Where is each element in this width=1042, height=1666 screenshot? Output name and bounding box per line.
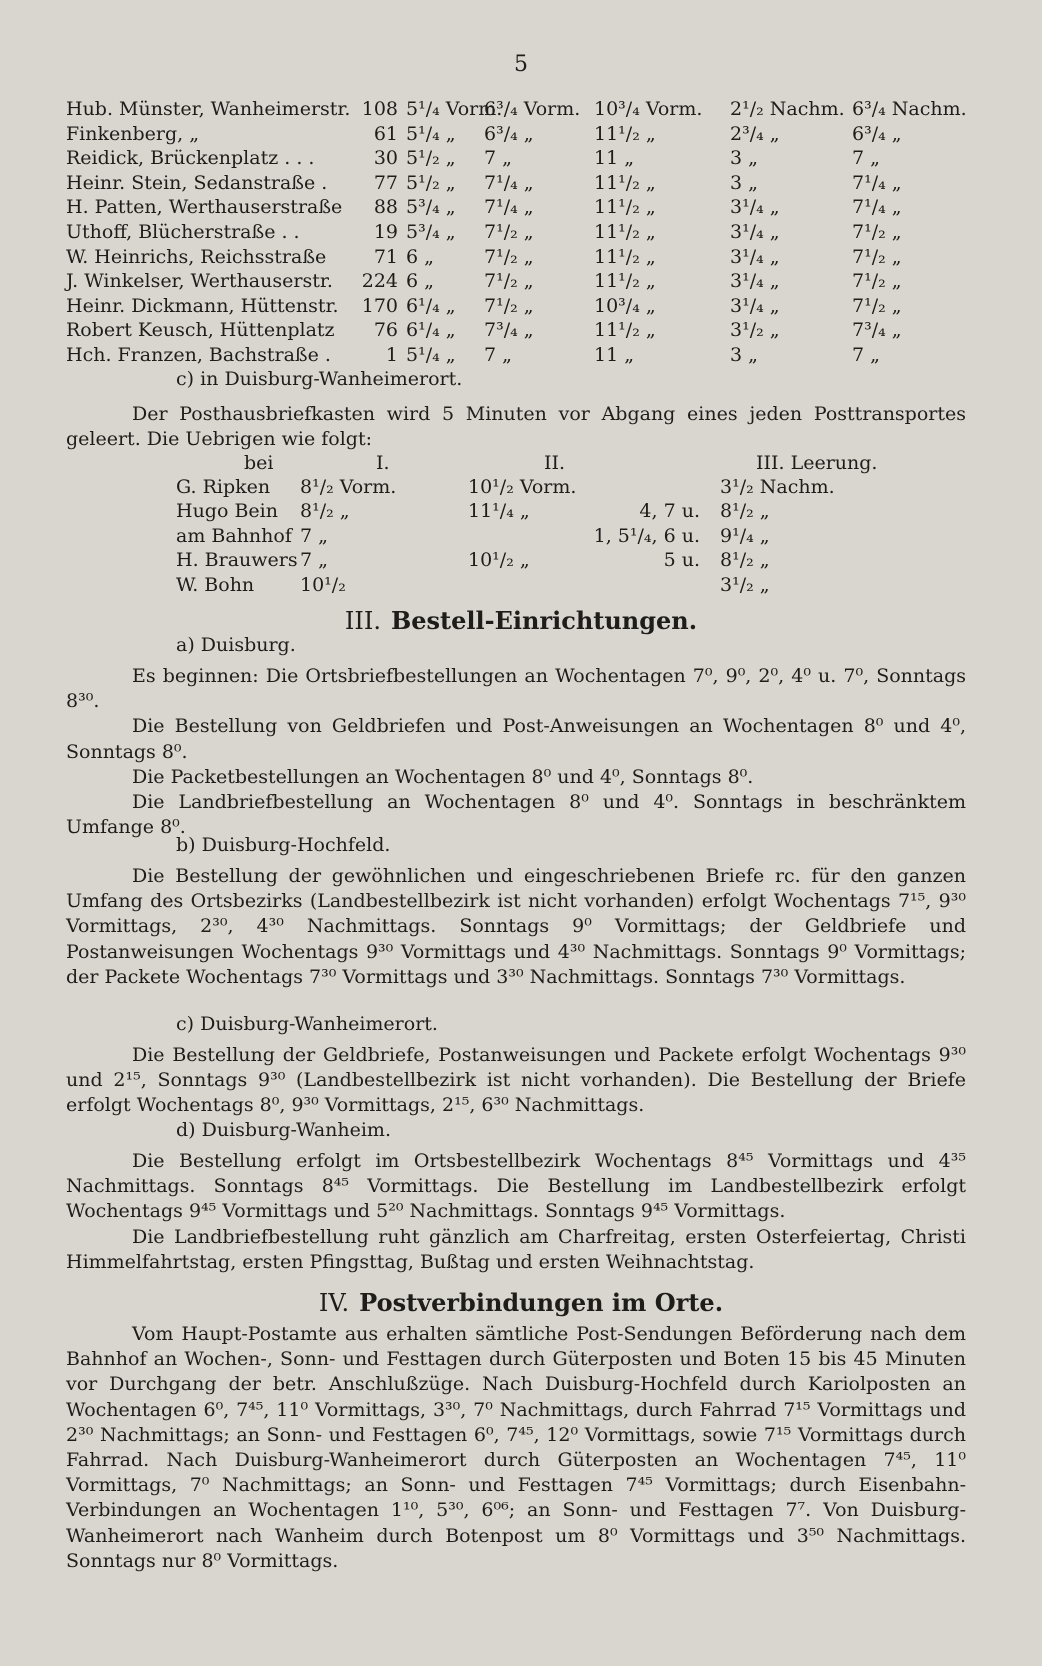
leerung-cell-iii: 8¹/₂ „ xyxy=(720,549,770,572)
leerung-cell-name: am Bahnhof xyxy=(176,524,292,547)
table-cell-name: Reidick, Brückenplatz . . . xyxy=(66,147,315,170)
leerung-cell-iii: 9¹/₄ „ xyxy=(720,524,770,547)
table-cell-t5: 7¹/₄ „ xyxy=(852,171,902,194)
section-4-heading xyxy=(0,1288,1042,1317)
leerung-cell-mid: 5 u. xyxy=(663,549,700,572)
table-cell-t1: 5³/₄ „ xyxy=(406,196,456,219)
table-cell-no: 76 xyxy=(373,319,398,342)
table-cell-no: 61 xyxy=(373,122,398,145)
table-row xyxy=(66,196,966,222)
page-number: 5 xyxy=(514,52,528,77)
table-row xyxy=(66,221,966,247)
leerung-header-bei: bei xyxy=(244,452,274,474)
table-cell-t3: 11¹/₂ „ xyxy=(594,270,656,293)
table-cell-t5: 7¹/₂ „ xyxy=(852,294,902,317)
table-cell-t1: 5¹/₂ „ xyxy=(406,171,456,194)
leerung-cell-iii: 3¹/₂ Nachm. xyxy=(720,476,835,498)
table-cell-t3: 11¹/₂ „ xyxy=(594,171,656,194)
table-cell-t4: 3¹/₄ „ xyxy=(730,294,780,317)
table-cell-t1: 5³/₄ „ xyxy=(406,221,456,243)
table-cell-t3: 11¹/₂ „ xyxy=(594,196,656,219)
leerung-cell-ii: 10¹/₂ „ xyxy=(468,549,530,572)
paragraph: Die Bestellung von Geldbriefen und Post-Anweisungen an Wochentagen 8⁰ und 4⁰, Sonntags 8⁰. xyxy=(66,715,966,763)
table-cell-no: 1 xyxy=(385,344,398,366)
leerung-cell-mid: 4, 7 u. xyxy=(639,500,700,523)
section-3d-paragraphs xyxy=(66,1149,966,1275)
section-c-label: c) in Duisburg-Wanheimerort. xyxy=(176,368,463,390)
leerung-cell-i: 7 „ xyxy=(300,549,328,572)
table-cell-t3: 11 „ xyxy=(594,147,635,170)
leerung-cell-name: W. Bohn xyxy=(176,573,255,596)
table-cell-t1: 6 „ xyxy=(406,270,434,293)
table-cell-t2: 7¹/₂ „ xyxy=(484,245,534,268)
table-cell-t2: 7¹/₂ „ xyxy=(484,294,534,317)
table-cell-t4: 3¹/₂ „ xyxy=(730,319,780,342)
section-3-number: III. xyxy=(344,607,381,635)
table-cell-t5: 6³/₄ „ xyxy=(852,122,902,145)
table-cell-t1: 6 „ xyxy=(406,245,434,268)
table-cell-t3: 11¹/₂ „ xyxy=(594,245,656,268)
table-cell-t4: 3¹/₄ „ xyxy=(730,245,780,268)
table-cell-t5: 7 „ xyxy=(852,147,880,170)
table-cell-no: 108 xyxy=(361,98,398,120)
leerung-cell-ii: 11¹/₄ „ xyxy=(468,500,530,523)
table-cell-t1: 6¹/₄ „ xyxy=(406,319,456,342)
table-row xyxy=(66,172,966,198)
table-cell-t2: 7 „ xyxy=(484,147,512,170)
table-cell-t1: 5¹/₄ „ xyxy=(406,122,456,145)
table-cell-name: W. Heinrichs, Reichsstraße xyxy=(66,245,327,268)
table-cell-t1: 6¹/₄ „ xyxy=(406,294,456,317)
table-cell-t1: 5¹/₂ „ xyxy=(406,147,456,170)
table-cell-t3: 10³/₄ „ xyxy=(594,294,656,317)
table-row xyxy=(66,270,966,296)
table-cell-no: 88 xyxy=(373,196,398,219)
leerung-row xyxy=(0,476,1000,502)
section-3-heading xyxy=(0,606,1042,635)
leerung-cell-ii: 10¹/₂ Vorm. xyxy=(468,476,577,498)
table-cell-name: Robert Keusch, Hüttenplatz xyxy=(66,319,335,342)
paragraph: Die Bestellung der gewöhnlichen und eingeschriebenen Briefe rc. für den ganzen Umfang des Ortsbezirks (Landbestellbezirk ist nicht vorhanden) erfolgt Wochentags 7¹⁵, 9³⁰ Vormittags, 2³⁰, 4³⁰ Nachmittags. Sonntags 9⁰ Vormittags; der Geldbriefe und Postanweisungen Wochentags 9³⁰ Vormittags und 4³⁰ Nachmittags. Sonntags 9⁰ Vormittags; der Packete Wochentags 7³⁰ Vormittags und 3³⁰ Nachmittags. Sonntags 7³⁰ Vormittags. xyxy=(66,865,966,988)
leerung-cell-iii: 3¹/₂ „ xyxy=(720,573,770,596)
table-cell-no: 77 xyxy=(373,171,398,194)
table-cell-t4: 3¹/₄ „ xyxy=(730,196,780,219)
table-cell-t4: 2¹/₂ Nachm. xyxy=(730,98,845,120)
table-cell-name: Finkenberg, „ xyxy=(66,122,200,145)
table-cell-t4: 3¹/₄ „ xyxy=(730,270,780,293)
table-row xyxy=(66,295,966,321)
leerung-cell-i: 7 „ xyxy=(300,524,328,547)
table-cell-t3: 11¹/₂ „ xyxy=(594,122,656,145)
table-cell-t4: 3 „ xyxy=(730,171,758,194)
paragraph: Die Landbriefbestellung ruht gänzlich am Charfreitag, ersten Osterfeiertag, Christi Himmelfahrtstag, ersten Pfingsttag, Bußtag und ersten Weihnachtstag. xyxy=(66,1225,966,1273)
table-cell-t1: 5¹/₄ „ xyxy=(406,344,456,366)
table-cell-t5: 7¹/₄ „ xyxy=(852,196,902,219)
table-row xyxy=(66,98,966,124)
section-3c-paragraphs xyxy=(66,1043,966,1119)
section-4-text: Vom Haupt-Postamte aus erhalten sämtliche Post-Sendungen Beförderung nach dem Bahnhof an Wochen-, Sonn- und Festtagen durch Güterposten und Boten 15 bis 45 Minuten vor Durchgang der betr. Anschlußzüge. Nach Duisburg-Hochfeld durch Kariolposten an Wochentagen 6⁰, 7⁴⁵, 11⁰ Vormittags, 3³⁰, 7⁰ Nachmittags, durch Fahrrad 7¹⁵ Vormittags und 2³⁰ Nachmittags; an Sonn- und Festtagen 6⁰, 7⁴⁵, 12⁰ Vormittags, sowie 7¹⁵ Vormittags durch Fahrrad. Nach Duisburg-Wanheimerort durch Güterposten an Wochentagen 7⁴⁵, 11⁰ Vormittags, 7⁰ Nachmittags; an Sonn- und Festtagen 7⁴⁵ Vormittags; durch Eisenbahn-Verbindungen an Wochentagen 1¹⁰, 5³⁰, 6⁰⁶; an Sonn- und Festtagen 7⁷. Von Duisburg-Wanheimerort nach Wanheim durch Botenpost um 8⁰ Vormittags und 3⁵⁰ Nachmittags. Sonntags nur 8⁰ Vormittags. xyxy=(66,1323,966,1572)
paragraph: Die Landbriefbestellung an Wochentagen 8⁰ und 4⁰. Sonntags in beschränktem Umfange 8⁰. xyxy=(66,791,966,839)
leerung-cell-mid: 1, 5¹/₄, 6 u. xyxy=(593,524,700,547)
section-3a-label: a) Duisburg. xyxy=(176,634,296,656)
leerung-cell-i: 8¹/₂ „ xyxy=(300,500,350,523)
leerung-cell-name: G. Ripken xyxy=(176,476,271,498)
leerung-cell-iii: 8¹/₂ „ xyxy=(720,500,770,523)
leerung-header-i: I. xyxy=(376,452,390,474)
table-cell-t5: 7¹/₂ „ xyxy=(852,221,902,243)
leerung-row xyxy=(0,500,1000,526)
table-cell-t4: 3¹/₄ „ xyxy=(730,221,780,243)
table-cell-no: 71 xyxy=(373,245,398,268)
leerung-header-iii: III. Leerung. xyxy=(756,452,878,474)
table-cell-t2: 7¹/₂ „ xyxy=(484,221,534,243)
section-3b-paragraphs xyxy=(66,864,966,990)
table-cell-t4: 2³/₄ „ xyxy=(730,122,780,145)
table-cell-no: 30 xyxy=(373,147,398,170)
table-cell-t5: 6³/₄ Nachm. xyxy=(852,98,967,120)
leerung-header-ii: II. xyxy=(544,452,566,474)
paragraph: Die Bestellung erfolgt im Ortsbestellbezirk Wochentags 8⁴⁵ Vormittags und 4³⁵ Nachmittags. Sonntags 8⁴⁵ Vormittags. Die Bestellung im Landbestellbezirk erfolgt Wochentags 9⁴⁵ Vormittags und 5²⁰ Nachmittags. Sonntags 9⁴⁵ Vormittags. xyxy=(66,1150,966,1223)
table-cell-t4: 3 „ xyxy=(730,344,758,366)
paragraph: Die Bestellung der Geldbriefe, Postanweisungen und Packete erfolgt Wochentags 9³⁰ und 2¹⁵, Sonntags 9³⁰ (Landbestellbezirk ist nicht vorhanden). Die Bestellung der Briefe erfolgt Wochentags 8⁰, 9³⁰ Vormittags, 2¹⁵, 6³⁰ Nachmittags. xyxy=(66,1044,966,1117)
table-cell-name: Hub. Münster, Wanheimerstr. xyxy=(66,98,351,120)
table-cell-t1: 5¹/₄ Vorm. xyxy=(406,98,503,120)
posthaus-text: Der Posthausbriefkasten wird 5 Minuten vor Abgang eines jeden Posttransportes geleert. Die Uebrigen wie folgt: xyxy=(66,403,966,451)
table-cell-t5: 7¹/₂ „ xyxy=(852,245,902,268)
table-cell-no: 224 xyxy=(361,270,398,293)
table-cell-t2: 6³/₄ Vorm. xyxy=(484,98,581,120)
leerung-cell-i: 10¹/₂ xyxy=(300,573,346,596)
table-row xyxy=(66,123,966,149)
table-cell-name: Heinr. Stein, Sedanstraße . xyxy=(66,171,328,194)
table-cell-name: H. Patten, Werthauserstraße xyxy=(66,196,343,219)
leerung-row xyxy=(0,549,1000,575)
table-cell-name: Hch. Franzen, Bachstraße . xyxy=(66,344,331,366)
table-row xyxy=(66,344,966,370)
table-cell-t3: 11 „ xyxy=(594,344,635,366)
table-row xyxy=(66,246,966,272)
table-cell-t2: 7³/₄ „ xyxy=(484,319,534,342)
table-cell-t2: 7¹/₄ „ xyxy=(484,196,534,219)
table-cell-t5: 7 „ xyxy=(852,344,880,366)
paragraph: Es beginnen: Die Ortsbriefbestellungen an Wochentagen 7⁰, 9⁰, 2⁰, 4⁰ u. 7⁰, Sonntags 8³⁰. xyxy=(66,665,966,713)
section-3a-paragraphs xyxy=(66,664,966,840)
leerung-cell-name: H. Brauwers xyxy=(176,549,298,572)
section-3c-label: c) Duisburg-Wanheimerort. xyxy=(176,1013,438,1035)
table-cell-name: J. Winkelser, Werthauserstr. xyxy=(66,270,333,293)
table-cell-t3: 11¹/₂ „ xyxy=(594,221,656,243)
table-cell-t2: 7¹/₄ „ xyxy=(484,171,534,194)
table-cell-no: 170 xyxy=(361,294,398,317)
table-row xyxy=(66,319,966,345)
table-cell-t5: 7³/₄ „ xyxy=(852,319,902,342)
leerung-cell-name: Hugo Bein xyxy=(176,500,278,523)
section-4-title: Postverbindungen im Orte. xyxy=(359,1288,724,1317)
leerung-header xyxy=(66,452,966,478)
table-cell-t2: 6³/₄ „ xyxy=(484,122,534,145)
table-cell-no: 19 xyxy=(373,221,398,243)
section-3-title: Bestell-Einrichtungen. xyxy=(390,606,698,635)
posthaus-paragraph xyxy=(66,402,966,452)
section-3d-label: d) Duisburg-Wanheim. xyxy=(176,1119,391,1141)
leerung-row xyxy=(0,525,1000,551)
table-cell-t2: 7¹/₂ „ xyxy=(484,270,534,293)
table-cell-name: Heinr. Dickmann, Hüttenstr. xyxy=(66,294,339,317)
table-cell-t5: 7¹/₂ „ xyxy=(852,270,902,293)
leerung-row xyxy=(0,574,1000,600)
table-row xyxy=(66,147,966,173)
table-cell-t2: 7 „ xyxy=(484,344,512,366)
table-cell-t4: 3 „ xyxy=(730,147,758,170)
table-cell-t3: 11¹/₂ „ xyxy=(594,319,656,342)
table-cell-t3: 10³/₄ Vorm. xyxy=(594,98,703,120)
table-cell-name: Uthoff, Blücherstraße . . xyxy=(66,221,300,243)
section-3b-label: b) Duisburg-Hochfeld. xyxy=(176,834,391,856)
paragraph: Die Packetbestellungen an Wochentagen 8⁰ und 4⁰, Sonntags 8⁰. xyxy=(132,765,754,788)
section-4-paragraph xyxy=(66,1322,966,1574)
leerung-cell-i: 8¹/₂ Vorm. xyxy=(300,476,397,498)
section-4-number: IV. xyxy=(318,1289,350,1317)
